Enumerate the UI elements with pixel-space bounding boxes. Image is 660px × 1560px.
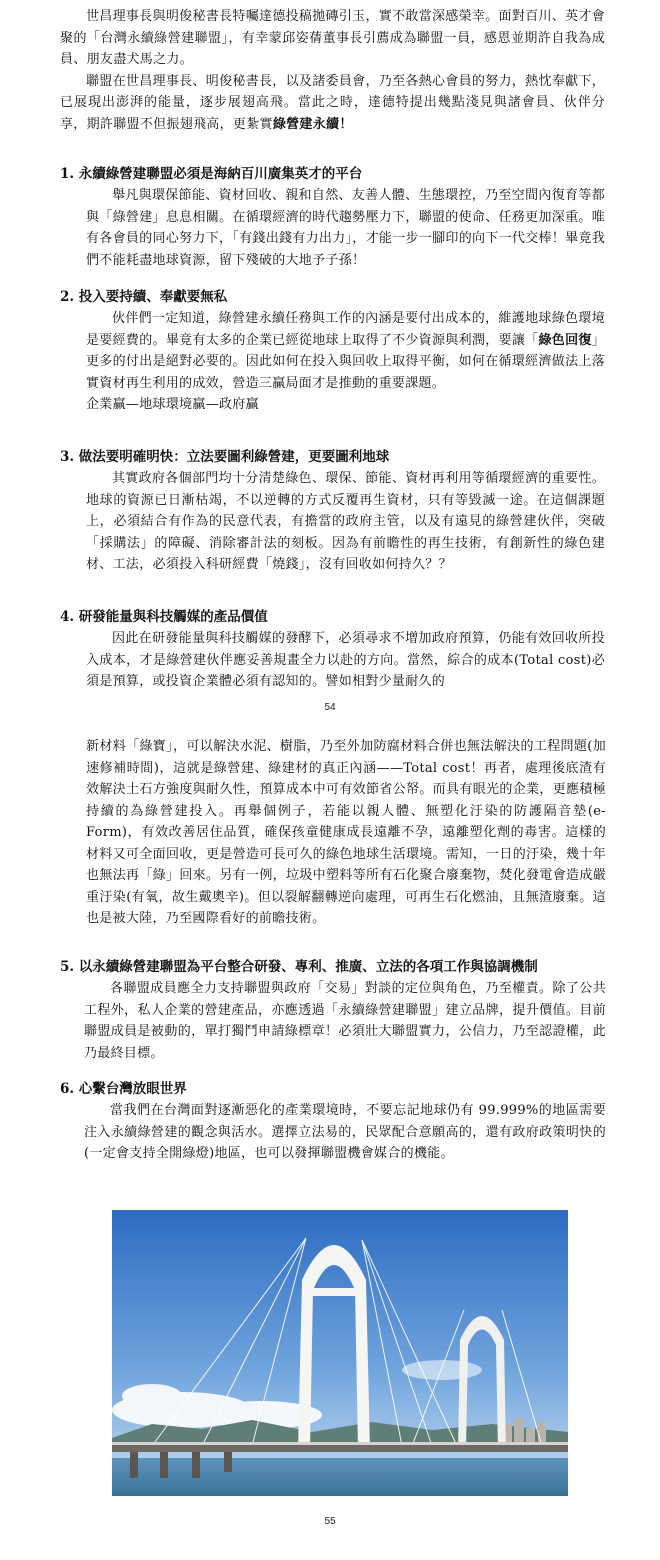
intro-paragraph-2-bold: 綠營建永續！ bbox=[272, 116, 353, 132]
bridge-deck bbox=[112, 1444, 568, 1452]
intro-paragraph-2 bbox=[60, 71, 605, 136]
bridge-illustration bbox=[112, 1210, 568, 1496]
page-54 bbox=[0, 0, 660, 720]
intro-paragraph-1: 世昌理事長與明俊秘書長特囑達德投稿拋磚引玉，實不敢當深感榮幸。面對百川、英才會聚的「台灣永續綠營建聯盟」，有幸蒙邱姿蒨董事長引薦成為聯盟一員，感恩並期許自我為成員、朋友盡犬馬之力。 bbox=[60, 9, 605, 67]
section-4 bbox=[60, 606, 605, 693]
section-3-heading: 3. 做法要明確明快：立法要圖利綠營建，更要圖利地球 bbox=[60, 449, 390, 465]
section-2 bbox=[60, 286, 605, 416]
section-5 bbox=[60, 956, 606, 1064]
section-6-body: 當我們在台灣面對逐漸惡化的產業環境時，不要忘記地球仍有 99.999%的地區需要注入永續綠營建的觀念與活水。選擇立法易的，民眾配合意願高的，還有政府政策明快的(一定會支持全開綠燈)地區，也可以發揮聯盟機會媒合的機能。 bbox=[84, 1103, 606, 1161]
page-number-55: 55 bbox=[324, 1516, 336, 1527]
section-6 bbox=[60, 1078, 606, 1165]
section-2-body-bold: 綠色回復 bbox=[538, 332, 592, 348]
bridge-photo bbox=[112, 1210, 568, 1496]
continued-text bbox=[86, 736, 606, 930]
section-2-heading: 2. 投入要持續、奉獻要無私 bbox=[60, 289, 228, 305]
section-4-heading: 4. 研發能量與科技觸媒的產品價值 bbox=[60, 609, 268, 625]
section-5-heading: 5. 以永續綠營建聯盟為平台整合研發、專利、推廣、立法的各項工作與協調機制 bbox=[60, 959, 538, 975]
intro bbox=[60, 6, 605, 135]
intro-paragraph-2-text: 聯盟在世昌理事長、明俊秘書長，以及諸委員會，乃至各熱心會員的努力，熱忱奉獻下，已展現出澎湃的能量，逐步展翅高飛。當此之時，達德特提出幾點淺見與諸會員、伙伴分享，期許聯盟不但振翅飛高，更紮實 bbox=[60, 73, 605, 132]
section-1 bbox=[60, 163, 605, 271]
section-1-body: 舉凡與環保節能、資材回收、親和自然、友善人體、生態環控，乃至空間內復育等都與「綠營建」息息相關。在循環經濟的時代趨勢壓力下，聯盟的使命、任務更加深重。唯有各會員的同心努力下，「有錢出錢有力出力」，才能一步一腳印的向下一代交棒！畢竟我們不能耗盡地球資源，留下殘破的大地予子孫！ bbox=[86, 188, 606, 268]
section-4-body: 因此在研發能量與科技觸媒的發酵下，必須尋求不增加政府預算，仍能有效回收所投入成本，才是綠營建伙伴應妥善規畫全力以赴的方向。當然，綜合的成本(Total cost)必須是預算，或投資企業體必須有認知的。譬如相對少量耐久的 bbox=[86, 631, 605, 689]
page-number-54: 54 bbox=[324, 702, 336, 713]
continued-paragraph: 新材料「綠寶」，可以解決水泥、樹脂，乃至外加防腐材料合併也無法解決的工程問題(加速修補時間)，這就是綠營建、綠建材的真正內涵——Total cost！再者，處理後底渣有效解決土石方強度與耐久性，預算成本中可有效節省公帑。而具有眼光的企業，更應積極持續的為綠營建投入。再舉個例子，若能以親人體、無塑化汙染的防護隔音墊(e-Form)，有效改善居住品質，確保孩童健康成長遠離不孕，遠離塑化劑的毒害。這樣的材料又可全面回收，更是營造可長可久的綠色地球生活環境。需知，一日的汙染，幾十年也無法再「綠」回來。另有一例，垃圾中塑料等所有石化聚合廢棄物，焚化發電會造成嚴重汙染(有氧，故生戴奧辛)。但以裂解翻轉逆向處理，可再生石化燃油，且無渣廢棄。這也是被大陸，乃至國際看好的前瞻技術。 bbox=[86, 739, 606, 926]
section-2-body-text-b: 」更多的付出是絕對必要的。因此如何在投入與回收上取得平衡，如何在循環經濟做法上落實資材再生利用的成效，營造三贏局面才是推動的重要課題。 bbox=[86, 332, 605, 391]
section-3-body: 其實政府各個部門均十分清楚綠色、環保、節能、資材再利用等循環經濟的重要性。地球的資源已日漸枯竭，不以逆轉的方式反覆再生資材，只有等毀滅一途。在這個課題上，必須結合有作為的民意代表，有擔當的政府主管，以及有遠見的綠營建伙伴，突破「採購法」的障礙、消除審計法的刻板。因為有前瞻性的再生技術，有創新性的綠色建材、工法，必須投入科研經費「燒錢」，沒有回收如何持久？？ bbox=[86, 471, 605, 572]
section-3 bbox=[60, 446, 605, 576]
section-2-body-text-a: 伙伴們一定知道，綠營建永續任務與工作的內涵是要付出成本的，維護地球綠色環境是要經費的。畢竟有太多的企業已經從地球上取得了不少資源與利潤，要讓「 bbox=[86, 311, 605, 348]
section-1-heading: 1. 永續綠營建聯盟必須是海納百川廣集英才的平台 bbox=[60, 166, 363, 182]
section-5-body: 各聯盟成員應全力支持聯盟與政府「交易」對談的定位與角色，乃至權責。除了公共工程外，私人企業的營建產品，亦應透過「永續綠營建聯盟」建立品牌，提升價值。目前聯盟成員是被動的，單打獨鬥申請綠標章！必須壯大聯盟實力，公信力，乃至認證權，此乃最終目標。 bbox=[84, 981, 606, 1061]
section-2-body bbox=[86, 308, 605, 394]
section-6-heading: 6. 心繫台灣放眼世界 bbox=[60, 1081, 187, 1097]
section-2-tail: 企業贏—地球環境贏—政府贏 bbox=[86, 397, 259, 412]
